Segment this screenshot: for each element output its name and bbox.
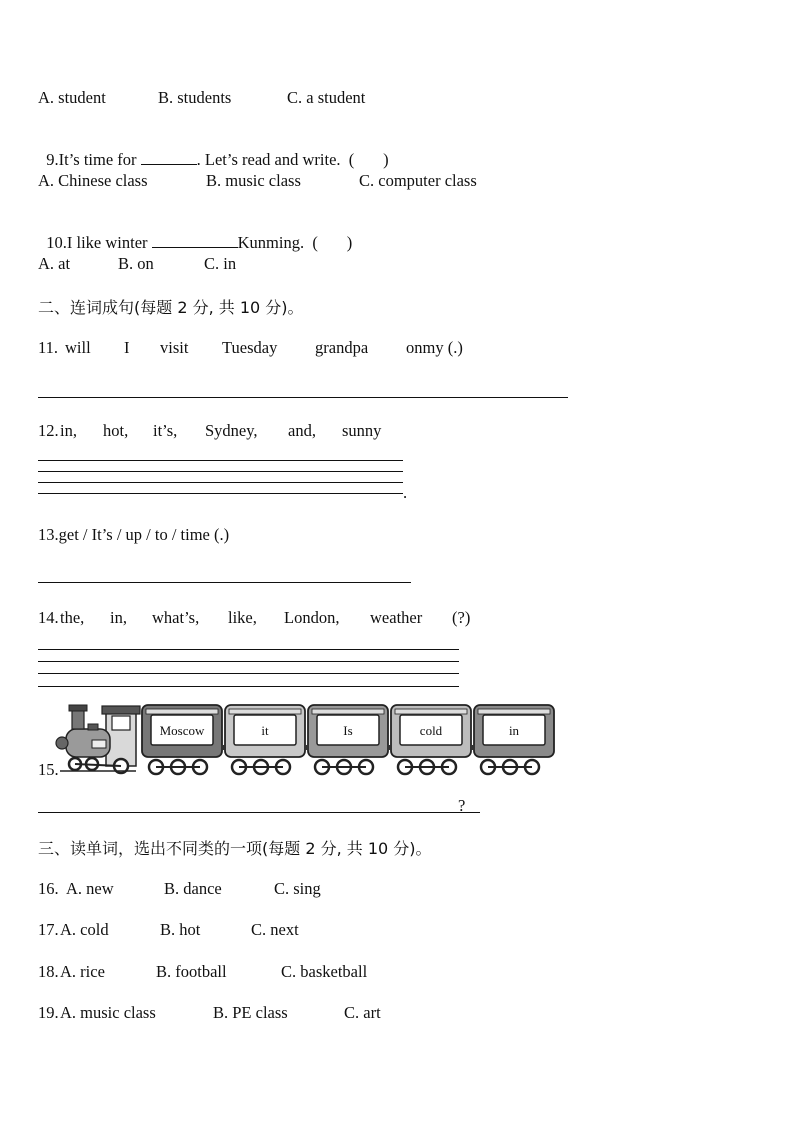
q10-option-b: B. on bbox=[118, 254, 154, 273]
q14-number: 14. bbox=[38, 608, 59, 627]
train-car-word: Moscow bbox=[159, 723, 205, 738]
q9-option-c: C. computer class bbox=[359, 171, 477, 190]
q11-word: will bbox=[65, 338, 91, 357]
q9-text-after: . Let’s read and write. ( ) bbox=[196, 150, 389, 169]
q14-word: like, bbox=[228, 608, 257, 627]
q12-word: it’s, bbox=[153, 421, 178, 440]
q12-number: 12. bbox=[38, 421, 59, 440]
q11-word: I bbox=[124, 338, 130, 357]
train-car bbox=[221, 705, 305, 774]
q18-option-a: A. rice bbox=[60, 962, 105, 981]
q16-option-c: C. sing bbox=[274, 879, 321, 898]
q18-option-c: C. basketball bbox=[281, 962, 368, 981]
q12-word: hot, bbox=[103, 421, 129, 440]
q13-question: 13.get / It’s / up / to / time (.) bbox=[38, 525, 230, 544]
q12-word: in, bbox=[60, 421, 77, 440]
q11-word: Tuesday bbox=[222, 338, 278, 357]
q18-number: 18. bbox=[38, 962, 59, 981]
section-2-title: 二、连词成句(每题 2 分, 共 10 分)。 bbox=[38, 298, 304, 317]
q14-word: what’s, bbox=[152, 608, 200, 627]
q11-word: onmy (.) bbox=[406, 338, 463, 357]
q12-word: and, bbox=[288, 421, 316, 440]
train-car bbox=[387, 705, 471, 774]
train-car-word: it bbox=[261, 723, 269, 738]
coupler bbox=[304, 745, 309, 750]
q10-option-a: A. at bbox=[38, 254, 71, 273]
q14-word: (?) bbox=[452, 608, 471, 627]
q15-answer-line[interactable] bbox=[38, 812, 480, 813]
q12-end-mark: . bbox=[403, 483, 408, 502]
q12-word: Sydney, bbox=[205, 421, 258, 440]
q18-option-b: B. football bbox=[156, 962, 227, 981]
locomotive-icon bbox=[56, 705, 140, 773]
q14-word: in, bbox=[110, 608, 127, 627]
q14-word: London, bbox=[284, 608, 340, 627]
coupler bbox=[470, 745, 475, 750]
train-car bbox=[142, 705, 222, 774]
q9-text-before: 9.It’s time for bbox=[46, 150, 141, 169]
q16-option-a: A. new bbox=[66, 879, 114, 898]
q10-text-after: Kunming. ( ) bbox=[237, 233, 353, 252]
q15-end-mark: ? bbox=[458, 796, 466, 815]
q9-option-b: B. music class bbox=[206, 171, 301, 190]
q10-text-before: 10.I like winter bbox=[46, 233, 152, 252]
q19-option-a: A. music class bbox=[60, 1003, 156, 1022]
q14-word: the, bbox=[60, 608, 85, 627]
q8-option-a: A. student bbox=[38, 88, 106, 107]
section-3-title: 三、读单词，选出不同类的一项(每题 2 分, 共 10 分)。 bbox=[38, 839, 432, 858]
q16-number: 16. bbox=[38, 879, 63, 898]
q15-number: 15. bbox=[38, 760, 59, 779]
coupler bbox=[387, 745, 392, 750]
q17-option-c: C. next bbox=[251, 920, 299, 939]
train-car bbox=[304, 705, 388, 774]
q16-option-b: B. dance bbox=[164, 879, 222, 898]
q8-option-b: B. students bbox=[158, 88, 232, 107]
q9-option-a: A. Chinese class bbox=[38, 171, 148, 190]
q19-option-b: B. PE class bbox=[213, 1003, 288, 1022]
q14-word: weather bbox=[370, 608, 423, 627]
q19-option-c: C. art bbox=[344, 1003, 381, 1022]
q8-option-c: C. a student bbox=[287, 88, 366, 107]
train-car-word: Is bbox=[343, 723, 353, 738]
train-car-word: in bbox=[508, 723, 520, 738]
q17-number: 17. bbox=[38, 920, 59, 939]
train-car-word: cold bbox=[419, 723, 443, 738]
q10-option-c: C. in bbox=[204, 254, 237, 273]
q17-option-b: B. hot bbox=[160, 920, 201, 939]
q19-number: 19. bbox=[38, 1003, 59, 1022]
q17-option-a: A. cold bbox=[60, 920, 109, 939]
q11-word: grandpa bbox=[315, 338, 369, 357]
train-car bbox=[470, 705, 554, 774]
q11-number: 11. bbox=[38, 338, 59, 357]
q11-word: visit bbox=[160, 338, 189, 357]
coupler bbox=[221, 745, 226, 750]
q12-word: sunny bbox=[342, 421, 382, 440]
